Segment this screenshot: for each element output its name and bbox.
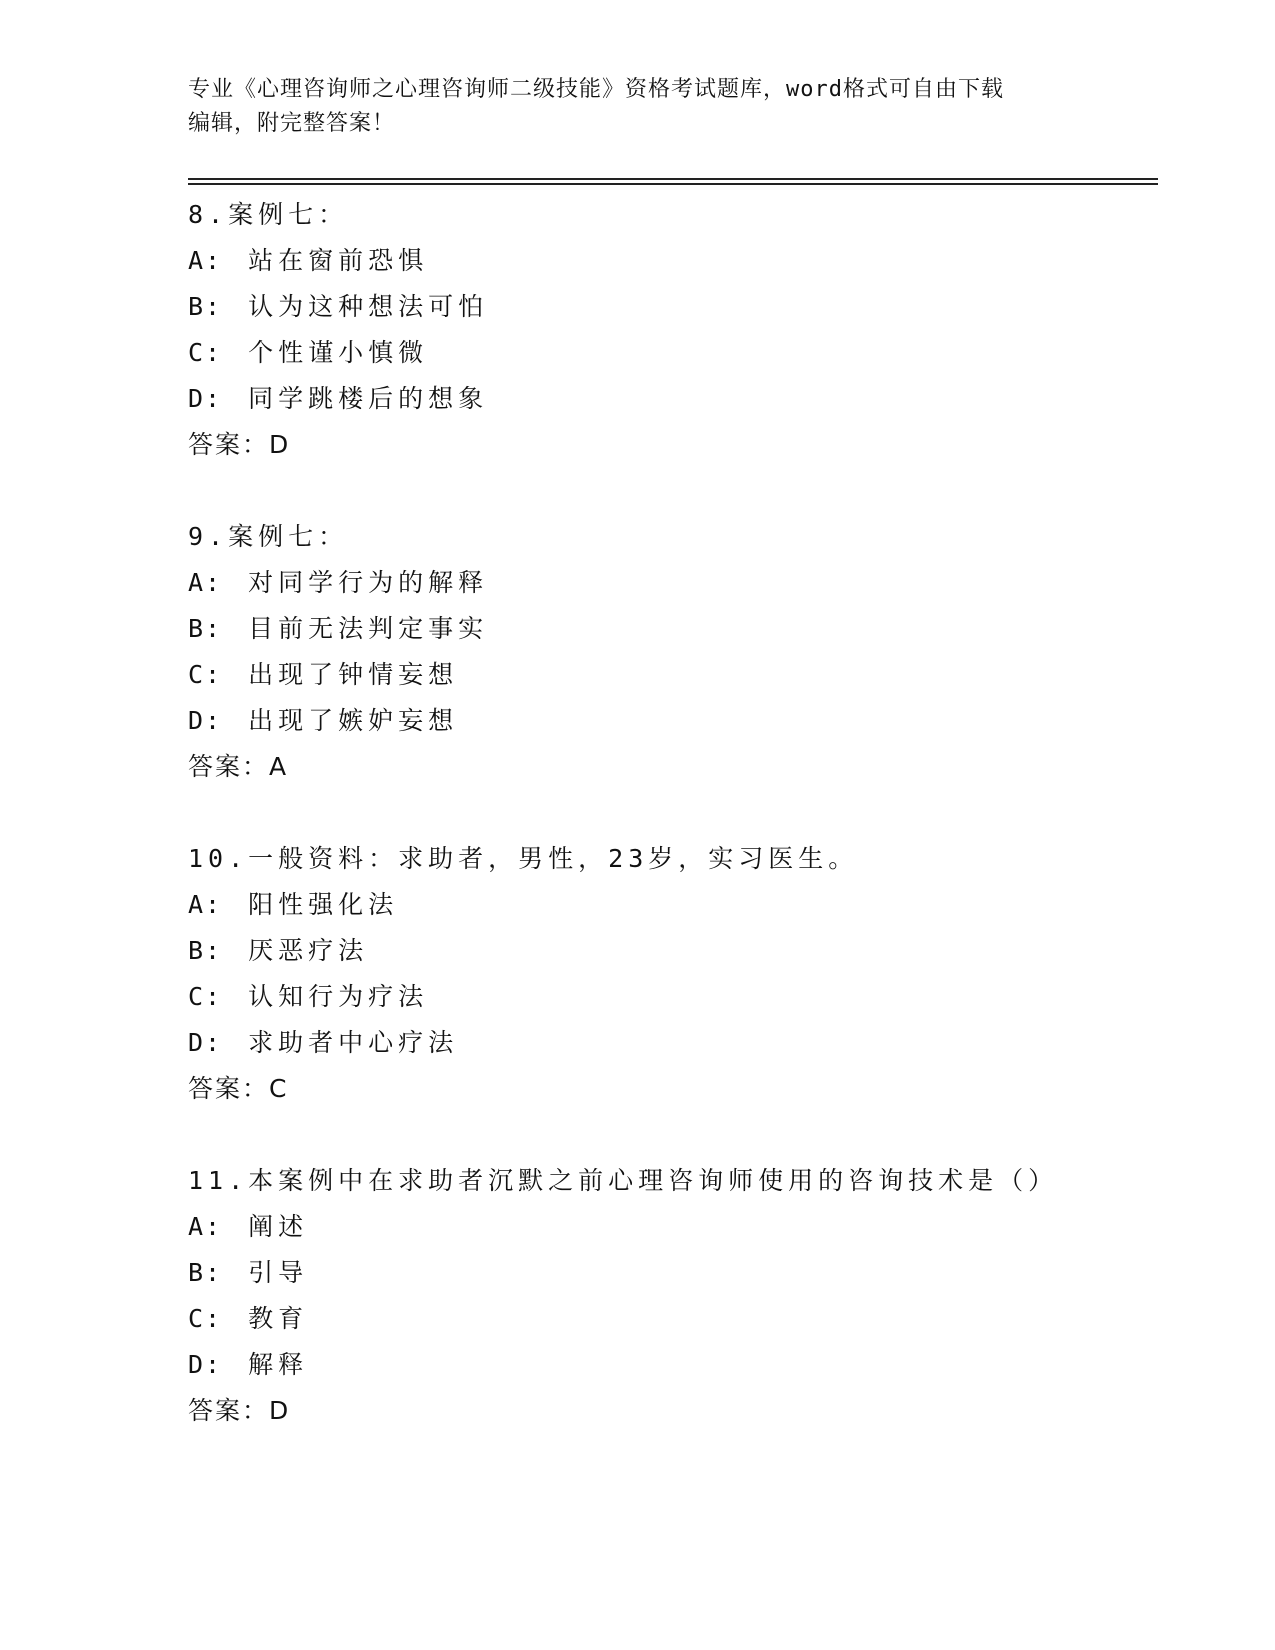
option-a — [188, 1204, 1148, 1250]
option-letter: D: — [188, 1028, 223, 1057]
option-text: 求助者中心疗法 — [248, 1028, 459, 1057]
option-letter: C: — [188, 982, 223, 1011]
answer-line: 答案：D — [188, 1396, 291, 1425]
option-letter: A: — [188, 568, 223, 597]
answer-line: 答案：A — [188, 752, 289, 781]
option-letter: B: — [188, 936, 223, 965]
option-c — [188, 652, 1148, 698]
question-10 — [188, 836, 1148, 1112]
option-letter: B: — [188, 292, 223, 321]
option-a — [188, 882, 1148, 928]
option-letter: D: — [188, 1350, 223, 1379]
option-text: 认知行为疗法 — [248, 982, 429, 1011]
answer-line: 答案：D — [188, 430, 291, 459]
question-9 — [188, 514, 1148, 790]
option-letter: A: — [188, 246, 223, 275]
option-d — [188, 1020, 1148, 1066]
question-stem: 10.一般资料：求助者，男性，23岁，实习医生。 — [188, 844, 859, 873]
option-letter: A: — [188, 890, 223, 919]
option-letter: C: — [188, 660, 223, 689]
document-header — [188, 73, 1088, 141]
option-d — [188, 1342, 1148, 1388]
option-text: 厌恶疗法 — [248, 936, 369, 965]
option-a — [188, 238, 1148, 284]
option-letter: C: — [188, 1304, 223, 1333]
option-letter: D: — [188, 384, 223, 413]
option-text: 个性谨小慎微 — [248, 338, 429, 367]
option-b — [188, 928, 1148, 974]
option-d — [188, 376, 1148, 422]
option-text: 站在窗前恐惧 — [248, 246, 429, 275]
question-stem: 8.案例七： — [188, 200, 349, 229]
option-text: 阳性强化法 — [248, 890, 399, 919]
option-text: 目前无法判定事实 — [248, 614, 489, 643]
option-letter: B: — [188, 614, 223, 643]
header-divider-bottom — [188, 183, 1158, 185]
header-line-2: 编辑，附完整答案！ — [188, 111, 396, 136]
option-c — [188, 1296, 1148, 1342]
header-divider-top — [188, 178, 1158, 180]
option-d — [188, 698, 1148, 744]
question-11 — [188, 1158, 1148, 1434]
question-list — [188, 192, 1148, 1480]
option-b — [188, 284, 1148, 330]
option-c — [188, 974, 1148, 1020]
option-text: 出现了钟情妄想 — [248, 660, 459, 689]
header-line-1: 专业《心理咨询师之心理咨询师二级技能》资格考试题库，word格式可自由下载 — [188, 77, 1004, 102]
question-8 — [188, 192, 1148, 468]
option-letter: A: — [188, 1212, 223, 1241]
option-b — [188, 1250, 1148, 1296]
option-text: 解释 — [248, 1350, 309, 1379]
option-letter: C: — [188, 338, 223, 367]
option-text: 同学跳楼后的想象 — [248, 384, 489, 413]
answer-line: 答案：C — [188, 1074, 289, 1103]
question-stem: 11.本案例中在求助者沉默之前心理咨询师使用的咨询技术是（） — [188, 1166, 1059, 1195]
question-stem: 9.案例七： — [188, 522, 349, 551]
option-text: 教育 — [248, 1304, 309, 1333]
option-a — [188, 560, 1148, 606]
option-text: 认为这种想法可怕 — [248, 292, 489, 321]
option-letter: B: — [188, 1258, 223, 1287]
option-letter: D: — [188, 706, 223, 735]
option-b — [188, 606, 1148, 652]
option-text: 对同学行为的解释 — [248, 568, 489, 597]
option-text: 阐述 — [248, 1212, 309, 1241]
option-c — [188, 330, 1148, 376]
option-text: 出现了嫉妒妄想 — [248, 706, 459, 735]
option-text: 引导 — [248, 1258, 309, 1287]
